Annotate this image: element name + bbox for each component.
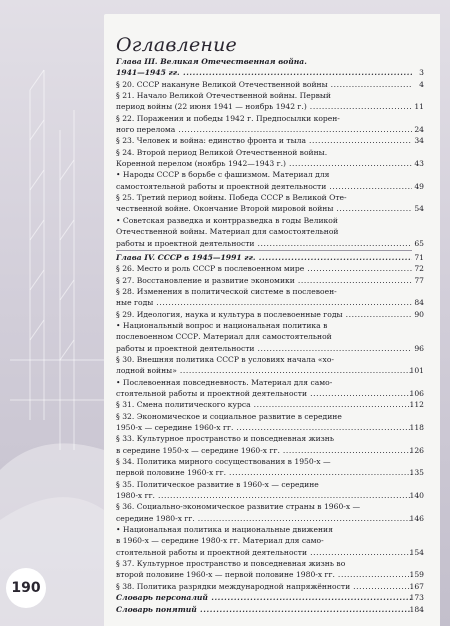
toc-entry[interactable] — [116, 181, 424, 192]
toc-entry-page: 159 — [409, 570, 424, 580]
toc-entry-page: 112 — [409, 400, 424, 410]
toc-entry-title: § 27. Восстановление и развитие экономики ..... — [116, 275, 412, 286]
toc-entry[interactable] — [116, 513, 424, 524]
toc-entry[interactable] — [116, 490, 424, 501]
toc-entry-title: § 26. Место и роль СССР в послевоенном мире ..... — [116, 263, 412, 274]
toc-entry[interactable] — [116, 592, 424, 603]
toc-entry-title: лодной войны» ..... — [116, 365, 412, 376]
toc-entry[interactable] — [116, 192, 412, 203]
toc-entry-page: 3 — [419, 68, 424, 78]
toc-entry-page: 90 — [414, 309, 424, 319]
toc-entry-title: § 37. Культурное пространство и повседневная жизнь во — [116, 559, 346, 569]
toc-entry[interactable] — [116, 581, 424, 592]
toc-entry[interactable] — [116, 535, 412, 546]
toc-entry[interactable] — [116, 169, 412, 180]
toc-entry-page: 140 — [409, 491, 424, 501]
toc-entry[interactable] — [116, 433, 412, 444]
toc-entry[interactable] — [116, 422, 424, 433]
toc-entry-title: § 36. Социально-экономическое развитие страны в 1960-х — — [116, 502, 361, 512]
toc-entry-title: § 29. Идеология, наука и культура в послевоенные годы ..... — [116, 309, 412, 320]
toc-entry-page: 135 — [409, 468, 424, 478]
toc-entry-title: § 21. Начало Великой Отечественной войны. Первый — [116, 91, 331, 101]
toc-entry[interactable] — [116, 101, 424, 112]
toc-entry[interactable] — [116, 320, 412, 331]
toc-entry-page: 11 — [414, 102, 424, 112]
toc-entry[interactable] — [116, 479, 412, 490]
toc-entry-title: § 23. Человек и война: единство фронта и тыла ..... — [116, 135, 412, 146]
page-title: Оглавление — [116, 34, 238, 56]
toc-entry-page: 49 — [414, 181, 424, 191]
toc-entry-page: 72 — [414, 264, 424, 274]
toc-entry-title: Коренной перелом (ноябрь 1942—1943 г.) ..... — [116, 158, 412, 169]
toc-entry-title: § 20. СССР накануне Великой Отечественной войны ..... — [116, 79, 412, 90]
toc-entry[interactable] — [116, 238, 424, 249]
toc-entry-title: § 38. Политика разрядки международной напряжённости ..... — [116, 581, 412, 592]
toc-entry-title: § 28. Изменения в политической системе в послевоен- — [116, 286, 337, 296]
toc-entry[interactable] — [116, 569, 424, 580]
toc-entry[interactable] — [116, 547, 424, 558]
toc-entry[interactable] — [116, 604, 424, 615]
toc-entry-title: Глава IV. СССР в 1945—1991 гг. ..... — [116, 252, 412, 263]
toc-entry-page: 65 — [414, 238, 424, 248]
toc-entry-title: послевоенном СССР. Материал для самостоятельной — [116, 332, 332, 342]
toc-entry-title: Словарь персоналий ..... — [116, 592, 412, 603]
toc-entry-title: второй половине 1960-х — первой половине 1980-х гг. ..... — [116, 569, 412, 580]
toc-entry-page: 101 — [409, 366, 424, 376]
toc-entry-title: § 33. Культурное пространство и повседневная жизнь — [116, 434, 335, 444]
toc-entry-title: ного перелома ..... — [116, 124, 412, 135]
toc-entry-title: стоятельной работы и проектной деятельности ..... — [116, 547, 412, 558]
toc-entry-title: стоятельной работы и проектной деятельности ..... — [116, 388, 412, 399]
toc-entry[interactable] — [116, 467, 424, 478]
toc-entry-page: 167 — [409, 581, 424, 591]
toc-entry-title: § 32. Экономическое и социальное развитие в середине — [116, 411, 342, 421]
toc-entry-title: 1941—1945 гг. ..... — [116, 67, 412, 78]
toc-entry[interactable] — [116, 365, 424, 376]
toc-entry-title: § 24. Второй период Великой Отечественной войны. — [116, 147, 328, 157]
toc-entry-title: в середине 1950-х — середине 1960-х гг. ..... — [116, 445, 412, 456]
toc-entry-title: в 1960-х — середине 1980-х гг. Материал для само- — [116, 536, 324, 546]
toc-entry-title: • Советская разведка и контрразведка в годы Великой — [116, 215, 338, 225]
toc-entry-title: 1950-х — середине 1960-х гг. ..... — [116, 422, 412, 433]
toc-entry-title: ные годы ..... — [116, 297, 412, 308]
toc-entry-page: 54 — [414, 204, 424, 214]
toc-entry[interactable] — [116, 388, 424, 399]
toc-entry-title: период войны (22 июня 1941 — ноябрь 1942 г.) ..... — [116, 101, 412, 112]
toc-entry-page: 24 — [414, 125, 424, 135]
toc-entry[interactable] — [116, 558, 412, 569]
toc-entry-title: § 25. Третий период войны. Победа СССР в Великой Оте- — [116, 193, 347, 203]
toc-entry-title: Отечественной войны. Материал для самостоятельной — [116, 227, 339, 237]
toc-entry-title: • Национальная политика и национальные движения — [116, 525, 333, 535]
toc-entry[interactable] — [116, 226, 412, 237]
toc-entry-page: 84 — [414, 298, 424, 308]
toc-entry-title: § 34. Политика мирного сосуществования в 1950-х — — [116, 457, 331, 467]
toc-entry-page: 96 — [414, 343, 424, 353]
toc-entry-title: работы и проектной деятельности ..... — [116, 238, 412, 249]
toc-entry-title: • Послевоенная повседневность. Материал для само- — [116, 377, 333, 387]
toc-entry-page: 126 — [409, 445, 424, 455]
toc-entry-title: § 30. Внешняя политика СССР в условиях начала «хо- — [116, 354, 334, 364]
toc-entry[interactable] — [116, 399, 424, 410]
toc-entry[interactable] — [116, 158, 424, 169]
toc-entry[interactable] — [116, 135, 424, 146]
toc-entry[interactable] — [116, 275, 424, 286]
toc-entry-title: самостоятельной работы и проектной деятельности ..... — [116, 181, 412, 192]
toc-entry[interactable] — [116, 343, 424, 354]
toc-entry[interactable] — [116, 215, 412, 226]
toc-entry[interactable] — [116, 203, 424, 214]
toc-entry-title: • Народы СССР в борьбе с фашизмом. Материал для — [116, 170, 330, 180]
toc-entry[interactable] — [116, 354, 412, 365]
toc-entry-title: • Национальный вопрос и национальная политика в — [116, 320, 328, 330]
toc-entry-title: Словарь понятий ..... — [116, 604, 412, 615]
toc-entry[interactable] — [116, 411, 412, 422]
toc-entry[interactable] — [116, 309, 424, 320]
toc-entry-page: 184 — [409, 604, 424, 614]
toc-entry-title: первой половине 1960-х гг. ..... — [116, 467, 412, 478]
page-number-badge: 190 — [6, 568, 46, 608]
toc-entry-page: 118 — [409, 423, 424, 432]
toc-entry-page: 154 — [409, 547, 424, 557]
toc-entry[interactable] — [116, 263, 424, 274]
toc-entry[interactable] — [116, 67, 424, 78]
chapter-separator — [116, 250, 412, 251]
toc-entry-title: § 31. Смена политического курса ..... — [116, 399, 412, 410]
toc-entry-page: 173 — [409, 593, 424, 603]
toc-entry[interactable] — [116, 331, 412, 342]
toc-entry-title: работы и проектной деятельности ..... — [116, 343, 412, 354]
toc-entry[interactable] — [116, 252, 424, 263]
toc-entry[interactable] — [116, 456, 412, 467]
toc-entry-title: чественной войне. Окончание Второй мировой войны ..... — [116, 203, 412, 214]
toc-entry[interactable] — [116, 501, 412, 512]
toc-entry[interactable] — [116, 445, 424, 456]
toc-entry-page: 4 — [419, 79, 424, 89]
toc-entry[interactable] — [116, 124, 424, 135]
toc-entry[interactable] — [116, 90, 412, 101]
toc-entry-title: 1980-х гг. ..... — [116, 490, 412, 501]
toc-entry[interactable] — [116, 113, 412, 124]
toc-entry-title: Глава III. Великая Отечественная война. — [116, 57, 307, 66]
toc-entry-title: § 22. Поражения и победы 1942 г. Предпосылки корен- — [116, 113, 340, 123]
toc-entry[interactable] — [116, 147, 412, 158]
toc-entry-page: 71 — [414, 252, 424, 262]
toc-entry-page: 146 — [409, 513, 424, 523]
toc-entry-page: 43 — [414, 159, 424, 169]
toc-entry[interactable] — [116, 286, 412, 297]
toc-entry-title: середине 1980-х гг. ..... — [116, 513, 412, 524]
toc-entry-title: § 35. Политическое развитие в 1960-х — середине — [116, 479, 319, 489]
toc-entry[interactable] — [116, 79, 424, 90]
toc-entry[interactable] — [116, 56, 412, 67]
toc-entry-page: 106 — [409, 388, 424, 398]
table-of-contents — [116, 56, 424, 615]
toc-entry-page: 77 — [414, 275, 424, 285]
toc-entry-page: 34 — [414, 136, 424, 146]
toc-entry[interactable] — [116, 297, 424, 308]
toc-entry[interactable] — [116, 377, 412, 388]
toc-entry[interactable] — [116, 524, 412, 535]
